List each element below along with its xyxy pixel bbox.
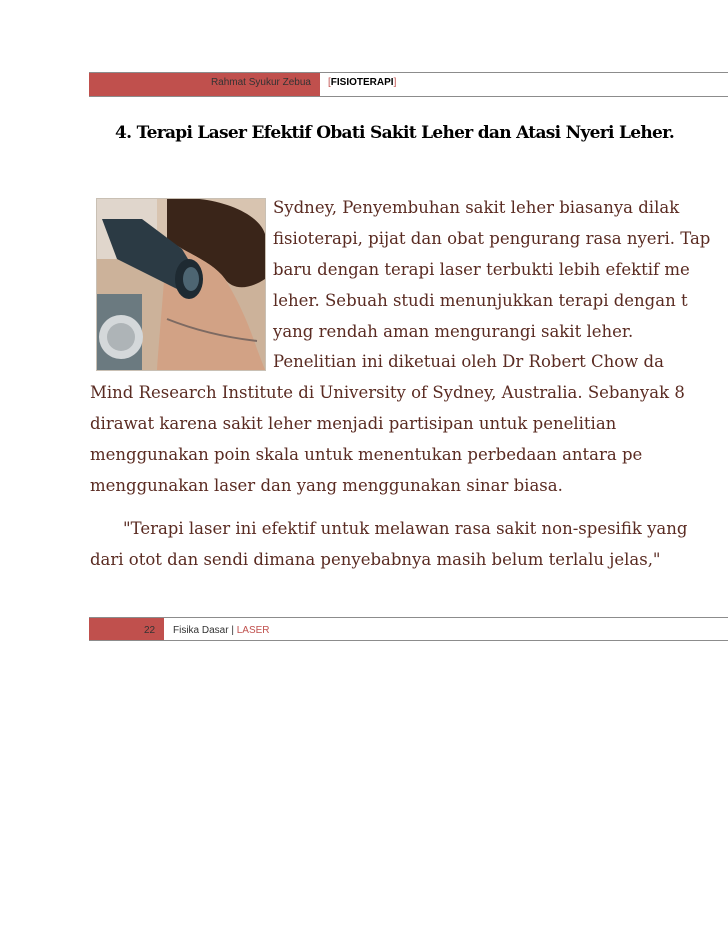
page-footer	[89, 617, 728, 641]
paragraph-2	[90, 346, 685, 501]
paragraph-1	[273, 192, 710, 347]
paragraph-line: Sydney, Penyembuhan sakit leher biasanya dilak	[273, 198, 680, 217]
paragraph-line: Mind Research Institute di University of Sydney, Australia. Sebanyak 8	[90, 383, 685, 402]
photo-illustration	[97, 199, 265, 370]
header-tag-open: [	[328, 77, 331, 88]
paragraph-line: dirawat karena sakit leher menjadi partisipan untuk penelitian	[90, 414, 617, 433]
header-author: Rahmat Syukur Zebua	[210, 77, 311, 88]
header-tag-text: FISIOTERAPI	[330, 77, 394, 88]
footer-rule-bottom	[89, 640, 728, 641]
footer-book: Fisika Dasar	[173, 625, 229, 636]
page-number: 22	[144, 625, 156, 636]
paragraph-line: menggunakan poin skala untuk menentukan perbedaan antara pe	[90, 445, 643, 464]
footer-label	[173, 625, 270, 636]
paragraph-3	[90, 513, 687, 575]
footer-separator: |	[228, 625, 237, 636]
paragraph-line: leher. Sebuah studi menunjukkan terapi dengan t	[273, 291, 688, 310]
section-title	[115, 123, 674, 143]
paragraph-line: fisioterapi, pijat dan obat pengurang rasa nyeri. Tap	[273, 229, 711, 248]
paragraph-line: baru dengan terapi laser terbukti lebih efektif me	[273, 260, 690, 279]
footer-section: LASER	[236, 625, 270, 636]
paragraph-line: yang rendah aman mengurangi sakit leher.	[273, 322, 634, 341]
header-tag	[328, 77, 396, 88]
page-header	[89, 72, 728, 96]
footer-rule-top	[89, 617, 728, 618]
paragraph-line: Penelitian ini diketuai oleh Dr Robert Chow da	[273, 352, 664, 371]
paragraph-line: "Terapi laser ini efektif untuk melawan rasa sakit non-spesifik yang	[123, 519, 688, 538]
section-title-text: Terapi Laser Efektif Obati Sakit Leher dan Atasi Nyeri Leher.	[136, 123, 675, 143]
section-number: 4.	[115, 123, 132, 143]
header-rule-bottom	[89, 96, 728, 97]
header-tag-close: ]	[393, 77, 397, 88]
paragraph-line: menggunakan laser dan yang menggunakan sinar biasa.	[90, 476, 563, 495]
paragraph-line: dari otot dan sendi dimana penyebabnya masih belum terlalu jelas,"	[90, 550, 661, 569]
